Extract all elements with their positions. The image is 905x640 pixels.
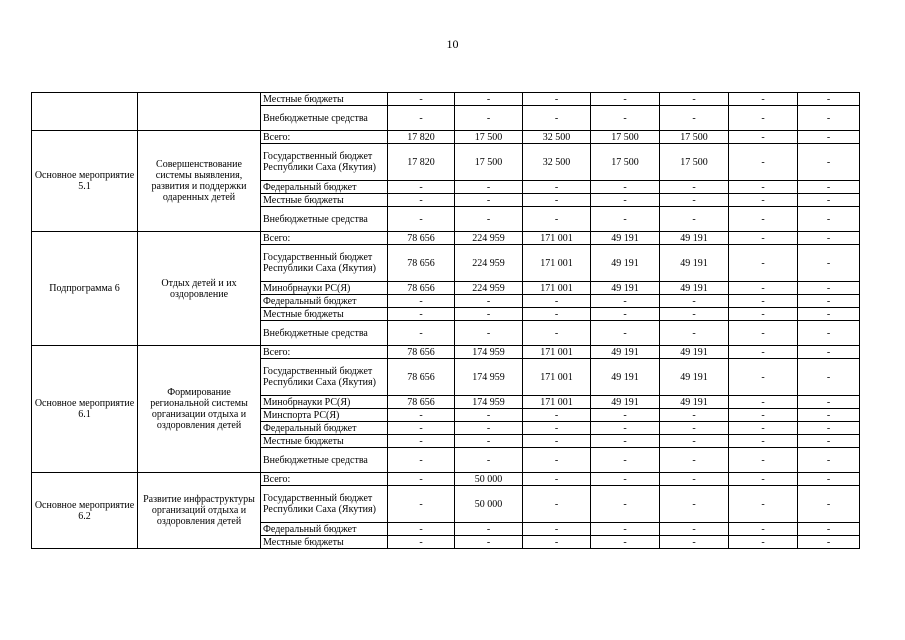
- amount-cell: 49 191: [660, 245, 729, 282]
- amount-cell: 78 656: [388, 232, 455, 245]
- amount-cell: -: [660, 181, 729, 194]
- amount-cell: -: [523, 321, 591, 346]
- funding-source-cell: Федеральный бюджет: [261, 181, 388, 194]
- funding-source-cell: Всего:: [261, 473, 388, 486]
- amount-cell: -: [388, 93, 455, 106]
- amount-cell: 224 959: [455, 282, 523, 295]
- amount-cell: -: [660, 409, 729, 422]
- amount-cell: -: [729, 181, 798, 194]
- amount-cell: -: [798, 93, 860, 106]
- amount-cell: -: [660, 207, 729, 232]
- amount-cell: 171 001: [523, 346, 591, 359]
- amount-cell: -: [729, 131, 798, 144]
- amount-cell: -: [388, 181, 455, 194]
- amount-cell: -: [729, 245, 798, 282]
- amount-cell: 50 000: [455, 473, 523, 486]
- activity-name-cell: Формирование региональной системы организации отдыха и оздоровления детей: [138, 346, 261, 473]
- amount-cell: 49 191: [591, 396, 660, 409]
- amount-cell: -: [660, 422, 729, 435]
- amount-cell: 171 001: [523, 396, 591, 409]
- amount-cell: -: [798, 359, 860, 396]
- page-number: 10: [446, 37, 459, 51]
- amount-cell: -: [729, 346, 798, 359]
- amount-cell: -: [591, 308, 660, 321]
- funding-source-cell: Государственный бюджет Республики Саха (Якутия): [261, 144, 388, 181]
- amount-cell: -: [798, 295, 860, 308]
- amount-cell: -: [798, 523, 860, 536]
- amount-cell: -: [523, 448, 591, 473]
- amount-cell: -: [798, 282, 860, 295]
- activity-name-cell: [138, 93, 261, 131]
- table-row: [32, 473, 860, 486]
- amount-cell: 78 656: [388, 396, 455, 409]
- amount-cell: -: [798, 473, 860, 486]
- amount-cell: -: [729, 93, 798, 106]
- amount-cell: -: [660, 194, 729, 207]
- amount-cell: -: [660, 536, 729, 549]
- amount-cell: -: [455, 93, 523, 106]
- amount-cell: -: [660, 106, 729, 131]
- amount-cell: 171 001: [523, 245, 591, 282]
- funding-source-cell: Федеральный бюджет: [261, 523, 388, 536]
- amount-cell: 50 000: [455, 486, 523, 523]
- amount-cell: -: [729, 321, 798, 346]
- amount-cell: -: [388, 536, 455, 549]
- amount-cell: -: [660, 295, 729, 308]
- amount-cell: -: [729, 207, 798, 232]
- amount-cell: -: [591, 523, 660, 536]
- amount-cell: 174 959: [455, 359, 523, 396]
- amount-cell: -: [523, 536, 591, 549]
- amount-cell: -: [798, 245, 860, 282]
- amount-cell: -: [455, 435, 523, 448]
- funding-source-cell: Местные бюджеты: [261, 536, 388, 549]
- amount-cell: -: [455, 295, 523, 308]
- amount-cell: -: [523, 473, 591, 486]
- amount-cell: -: [798, 448, 860, 473]
- funding-source-cell: Внебюджетные средства: [261, 106, 388, 131]
- amount-cell: -: [660, 448, 729, 473]
- amount-cell: -: [798, 207, 860, 232]
- amount-cell: -: [798, 396, 860, 409]
- amount-cell: -: [591, 207, 660, 232]
- amount-cell: -: [388, 448, 455, 473]
- amount-cell: 49 191: [591, 346, 660, 359]
- amount-cell: -: [729, 435, 798, 448]
- amount-cell: 49 191: [660, 359, 729, 396]
- amount-cell: -: [798, 232, 860, 245]
- amount-cell: -: [523, 106, 591, 131]
- amount-cell: -: [591, 93, 660, 106]
- amount-cell: -: [591, 473, 660, 486]
- amount-cell: -: [591, 409, 660, 422]
- amount-cell: 49 191: [660, 346, 729, 359]
- amount-cell: -: [455, 207, 523, 232]
- program-cell: Основное мероприятие 6.1: [32, 346, 138, 473]
- amount-cell: 32 500: [523, 131, 591, 144]
- amount-cell: -: [455, 536, 523, 549]
- funding-source-cell: Государственный бюджет Республики Саха (Якутия): [261, 486, 388, 523]
- funding-source-cell: Всего:: [261, 232, 388, 245]
- amount-cell: -: [798, 144, 860, 181]
- funding-source-cell: Государственный бюджет Республики Саха (Якутия): [261, 245, 388, 282]
- activity-name-cell: Совершенствование системы выявления, развития и поддержки одаренных детей: [138, 131, 261, 232]
- amount-cell: -: [729, 422, 798, 435]
- amount-cell: -: [523, 409, 591, 422]
- amount-cell: -: [388, 106, 455, 131]
- amount-cell: 224 959: [455, 245, 523, 282]
- amount-cell: -: [591, 194, 660, 207]
- amount-cell: -: [798, 486, 860, 523]
- amount-cell: 171 001: [523, 232, 591, 245]
- program-cell: Основное мероприятие 6.2: [32, 473, 138, 549]
- amount-cell: -: [455, 409, 523, 422]
- amount-cell: -: [729, 409, 798, 422]
- amount-cell: -: [455, 181, 523, 194]
- amount-cell: -: [388, 523, 455, 536]
- amount-cell: -: [798, 536, 860, 549]
- amount-cell: -: [388, 308, 455, 321]
- amount-cell: -: [388, 435, 455, 448]
- amount-cell: -: [388, 473, 455, 486]
- amount-cell: -: [591, 486, 660, 523]
- amount-cell: -: [798, 308, 860, 321]
- amount-cell: 17 500: [660, 144, 729, 181]
- amount-cell: -: [591, 435, 660, 448]
- funding-source-cell: Минобрнауки РС(Я): [261, 282, 388, 295]
- amount-cell: -: [523, 486, 591, 523]
- amount-cell: -: [455, 106, 523, 131]
- funding-source-cell: Внебюджетные средства: [261, 321, 388, 346]
- amount-cell: 49 191: [591, 232, 660, 245]
- amount-cell: 49 191: [660, 282, 729, 295]
- budget-table: [31, 92, 860, 549]
- amount-cell: -: [455, 422, 523, 435]
- amount-cell: -: [523, 207, 591, 232]
- amount-cell: 49 191: [660, 232, 729, 245]
- amount-cell: -: [523, 308, 591, 321]
- funding-source-cell: Всего:: [261, 131, 388, 144]
- amount-cell: 17 820: [388, 131, 455, 144]
- amount-cell: -: [388, 409, 455, 422]
- table-row: [32, 131, 860, 144]
- amount-cell: -: [729, 448, 798, 473]
- amount-cell: -: [798, 194, 860, 207]
- amount-cell: -: [729, 536, 798, 549]
- amount-cell: -: [523, 523, 591, 536]
- amount-cell: -: [591, 448, 660, 473]
- table-row: [32, 93, 860, 106]
- funding-source-cell: Внебюджетные средства: [261, 448, 388, 473]
- amount-cell: 17 500: [660, 131, 729, 144]
- amount-cell: 78 656: [388, 359, 455, 396]
- amount-cell: -: [798, 435, 860, 448]
- amount-cell: -: [591, 422, 660, 435]
- amount-cell: -: [660, 93, 729, 106]
- amount-cell: -: [729, 486, 798, 523]
- amount-cell: 174 959: [455, 346, 523, 359]
- amount-cell: -: [729, 106, 798, 131]
- amount-cell: -: [523, 181, 591, 194]
- amount-cell: -: [388, 207, 455, 232]
- amount-cell: -: [591, 295, 660, 308]
- amount-cell: -: [660, 473, 729, 486]
- amount-cell: -: [523, 194, 591, 207]
- amount-cell: -: [455, 194, 523, 207]
- amount-cell: 49 191: [591, 282, 660, 295]
- amount-cell: -: [455, 321, 523, 346]
- amount-cell: 49 191: [591, 245, 660, 282]
- funding-source-cell: Федеральный бюджет: [261, 422, 388, 435]
- funding-source-cell: Местные бюджеты: [261, 93, 388, 106]
- funding-source-cell: Всего:: [261, 346, 388, 359]
- amount-cell: -: [523, 93, 591, 106]
- amount-cell: -: [798, 321, 860, 346]
- table-row: [32, 232, 860, 245]
- funding-source-cell: Внебюджетные средства: [261, 207, 388, 232]
- amount-cell: -: [660, 486, 729, 523]
- amount-cell: 224 959: [455, 232, 523, 245]
- amount-cell: -: [523, 435, 591, 448]
- amount-cell: -: [591, 106, 660, 131]
- amount-cell: 17 500: [591, 144, 660, 181]
- amount-cell: -: [729, 194, 798, 207]
- amount-cell: 32 500: [523, 144, 591, 181]
- amount-cell: -: [729, 473, 798, 486]
- program-cell: [32, 93, 138, 131]
- amount-cell: -: [660, 321, 729, 346]
- funding-source-cell: Местные бюджеты: [261, 435, 388, 448]
- amount-cell: -: [798, 422, 860, 435]
- amount-cell: -: [660, 308, 729, 321]
- amount-cell: -: [388, 321, 455, 346]
- amount-cell: -: [729, 282, 798, 295]
- funding-source-cell: Местные бюджеты: [261, 194, 388, 207]
- amount-cell: 17 820: [388, 144, 455, 181]
- amount-cell: 78 656: [388, 245, 455, 282]
- amount-cell: 49 191: [660, 396, 729, 409]
- amount-cell: 17 500: [455, 144, 523, 181]
- amount-cell: -: [729, 232, 798, 245]
- amount-cell: -: [798, 409, 860, 422]
- amount-cell: 78 656: [388, 282, 455, 295]
- amount-cell: -: [798, 181, 860, 194]
- amount-cell: -: [660, 523, 729, 536]
- table-row: [32, 346, 860, 359]
- amount-cell: -: [523, 422, 591, 435]
- amount-cell: 49 191: [591, 359, 660, 396]
- amount-cell: -: [455, 448, 523, 473]
- amount-cell: -: [729, 396, 798, 409]
- funding-source-cell: Федеральный бюджет: [261, 295, 388, 308]
- amount-cell: 171 001: [523, 359, 591, 396]
- funding-source-cell: Местные бюджеты: [261, 308, 388, 321]
- amount-cell: -: [591, 536, 660, 549]
- amount-cell: -: [388, 194, 455, 207]
- amount-cell: -: [388, 486, 455, 523]
- amount-cell: -: [455, 523, 523, 536]
- amount-cell: 171 001: [523, 282, 591, 295]
- amount-cell: 17 500: [591, 131, 660, 144]
- amount-cell: -: [798, 131, 860, 144]
- amount-cell: -: [729, 359, 798, 396]
- amount-cell: -: [729, 295, 798, 308]
- amount-cell: -: [388, 295, 455, 308]
- activity-name-cell: Развитие инфраструктуры организаций отдыха и оздоровления детей: [138, 473, 261, 549]
- amount-cell: 17 500: [455, 131, 523, 144]
- amount-cell: -: [798, 346, 860, 359]
- amount-cell: -: [729, 523, 798, 536]
- amount-cell: -: [660, 435, 729, 448]
- amount-cell: -: [591, 321, 660, 346]
- funding-source-cell: Государственный бюджет Республики Саха (Якутия): [261, 359, 388, 396]
- amount-cell: -: [455, 308, 523, 321]
- amount-cell: -: [388, 422, 455, 435]
- amount-cell: -: [591, 181, 660, 194]
- funding-source-cell: Минобрнауки РС(Я): [261, 396, 388, 409]
- amount-cell: 78 656: [388, 346, 455, 359]
- funding-source-cell: Минспорта РС(Я): [261, 409, 388, 422]
- amount-cell: 174 959: [455, 396, 523, 409]
- amount-cell: -: [523, 295, 591, 308]
- amount-cell: -: [729, 308, 798, 321]
- amount-cell: -: [729, 144, 798, 181]
- program-cell: Основное мероприятие 5.1: [32, 131, 138, 232]
- activity-name-cell: Отдых детей и их оздоровление: [138, 232, 261, 346]
- amount-cell: -: [798, 106, 860, 131]
- program-cell: Подпрограмма 6: [32, 232, 138, 346]
